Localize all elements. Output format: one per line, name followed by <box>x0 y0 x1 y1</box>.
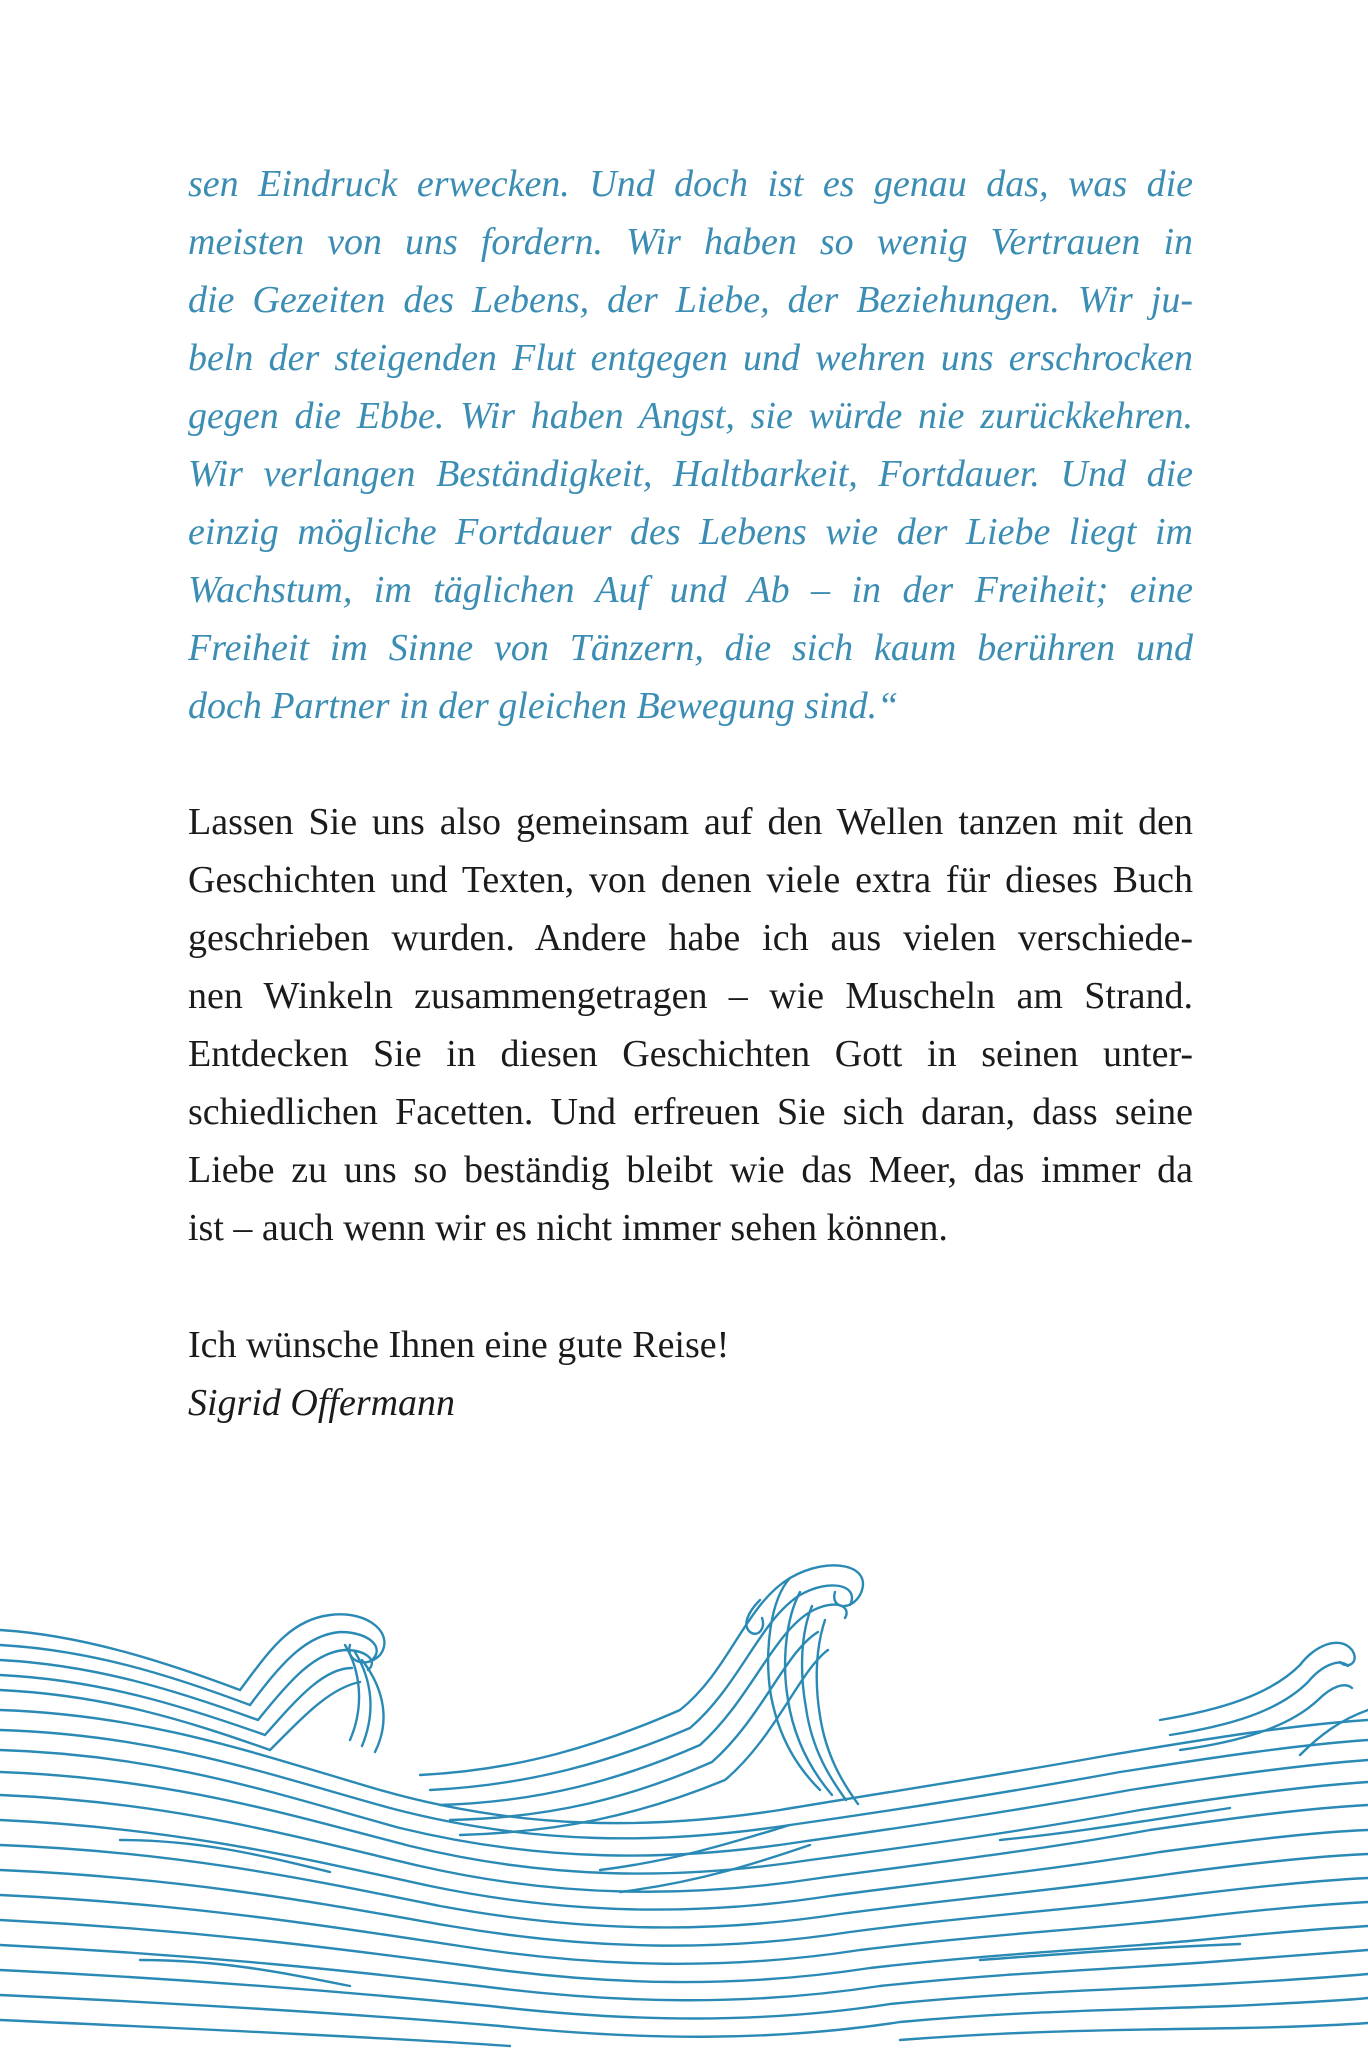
quote-line: beln der steigenden Flut entgegen und wehren uns erschrocken <box>188 337 1193 379</box>
quote-line: die Gezeiten des Lebens, der Liebe, der Beziehungen. Wir ju- <box>188 279 1193 321</box>
body-line: nen Winkeln zusammengetragen – wie Muscheln am Strand. <box>188 975 1193 1017</box>
closing-block <box>188 1316 1193 1432</box>
flowing-wave-lines <box>0 1710 1368 2046</box>
center-wave-crest <box>420 1565 863 1835</box>
quote-line: doch Partner in der gleichen Bewegung sind.“ <box>188 685 899 727</box>
body-line: Entdecken Sie in diesen Geschichten Gott in seinen unter- <box>188 1033 1193 1075</box>
quote-block <box>188 155 1193 735</box>
body-line: Geschichten und Texten, von denen viele extra für dieses Buch <box>188 859 1193 901</box>
quote-line: sen Eindruck erwecken. Und doch ist es genau das, was die <box>188 163 1193 205</box>
author-signature: Sigrid Offermann <box>188 1382 456 1424</box>
body-line: Lassen Sie uns also gemeinsam auf den Wellen tanzen mit den <box>188 801 1193 843</box>
ocean-waves-illustration <box>0 1540 1368 2048</box>
quote-line: einzig mögliche Fortdauer des Lebens wie der Liebe liegt im <box>188 511 1193 553</box>
body-paragraph <box>188 793 1193 1257</box>
quote-line: meisten von uns fordern. Wir haben so wenig Vertrauen in <box>188 221 1193 263</box>
body-line: ist – auch wenn wir es nicht immer sehen können. <box>188 1207 948 1249</box>
quote-line: Wachstum, im täglichen Auf und Ab – in der Freiheit; eine <box>188 569 1193 611</box>
quote-line: Freiheit im Sinne von Tänzern, die sich kaum berühren und <box>188 627 1193 669</box>
closing-wish: Ich wünsche Ihnen eine gute Reise! <box>188 1324 730 1366</box>
body-line: Liebe zu uns so beständig bleibt wie das Meer, das immer da <box>188 1149 1193 1191</box>
body-line: schiedlichen Facetten. Und erfreuen Sie sich daran, dass seine <box>188 1091 1193 1133</box>
quote-line: gegen die Ebbe. Wir haben Angst, sie würde nie zurückkehren. <box>188 395 1193 437</box>
quote-line: Wir verlangen Beständigkeit, Haltbarkeit, Fortdauer. Und die <box>188 453 1193 495</box>
left-wave-crest <box>0 1614 384 1752</box>
body-line: geschrieben wurden. Andere habe ich aus vielen verschiede- <box>188 917 1193 959</box>
right-wave-crest <box>1160 1643 1368 1755</box>
